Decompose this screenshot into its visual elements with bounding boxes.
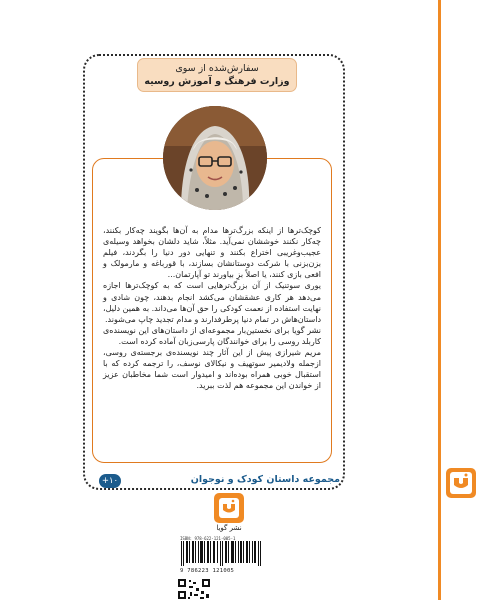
spine-logo-mark bbox=[446, 468, 476, 498]
blurb-paragraph-3: نشر گویا برای نخستین‌بار مجموعه‌ای از داستان‌های این نویسنده‌ی کاربلد روسی را برای خوانندگان پارسی‌زبان آماده کرده است. bbox=[103, 325, 321, 346]
spine-edge-line bbox=[438, 0, 441, 600]
publisher-logo-icon bbox=[214, 493, 244, 523]
isbn-label: ISBN: 978-622-121-005-1 bbox=[180, 536, 236, 541]
banner-line-2: وزارت فرهنگ و آموزش روسیه bbox=[144, 76, 290, 87]
publisher-logo-mark bbox=[216, 495, 242, 521]
series-title: مجموعه داستان کودک و نوجوان bbox=[190, 474, 340, 485]
blurb-paragraph-4: مریم شیرازی پیش از این آثار چند نویسنده‌ی برجسته‌ی روسی، ازجمله ولادیمیر سوتهیف و نیکالای نوسف، را ترجمه کرده که با استقبال خوبی همراه بوده‌اند و امیدوار است شما مخاطبان عزیز از خواندن این مجموعه هم لذت ببرید. bbox=[103, 348, 321, 391]
barcode-digits: 9 786223 121005 bbox=[180, 568, 235, 574]
age-rating-badge: +۱۰ bbox=[99, 474, 121, 488]
author-portrait-illustration bbox=[163, 106, 267, 210]
banner-line-1: سفارش‌شده از سوی bbox=[175, 63, 259, 74]
author-photo bbox=[163, 106, 267, 210]
qr-code-icon bbox=[177, 578, 211, 600]
commission-banner bbox=[137, 58, 297, 92]
blurb-paragraph-2: یوری سوتنیک از آن بزرگ‌ترهایی است که به کوچک‌ترها اجازه می‌دهد هر کاری عشقشان می‌کشد انجام بدهند، چون شادی و نهایت استفاده از نعمت کودکی را حق آن‌ها می‌داند. به همین دلیل، داستان‌هاش در تمام دنیا پرطرفدارند و مدام تجدید چاپ می‌شوند. bbox=[103, 281, 321, 324]
blurb-paragraph-1: کوچک‌ترها از اینکه بزرگ‌ترها مدام به آن‌ها بگویند چه‌کار بکنند، چه‌کار نکنند خوششان نمی‌آید. مثلاً، شاید دلشان بخواهد وسیله‌ی عجیب‌وغریبی اختراع بکنند و تنهایی دور دنیا را بگردند، فیلم بزن‌بزنی با شرکت دوستانشان بسازند، با قورباغه و مارمولک و افعی بازی کنند، یا اصلاً بزِ بیاورند تو آپارتمان... bbox=[103, 226, 321, 280]
spine-publisher-logo-icon bbox=[446, 468, 476, 498]
publisher-name: نشر گویا bbox=[216, 524, 242, 532]
